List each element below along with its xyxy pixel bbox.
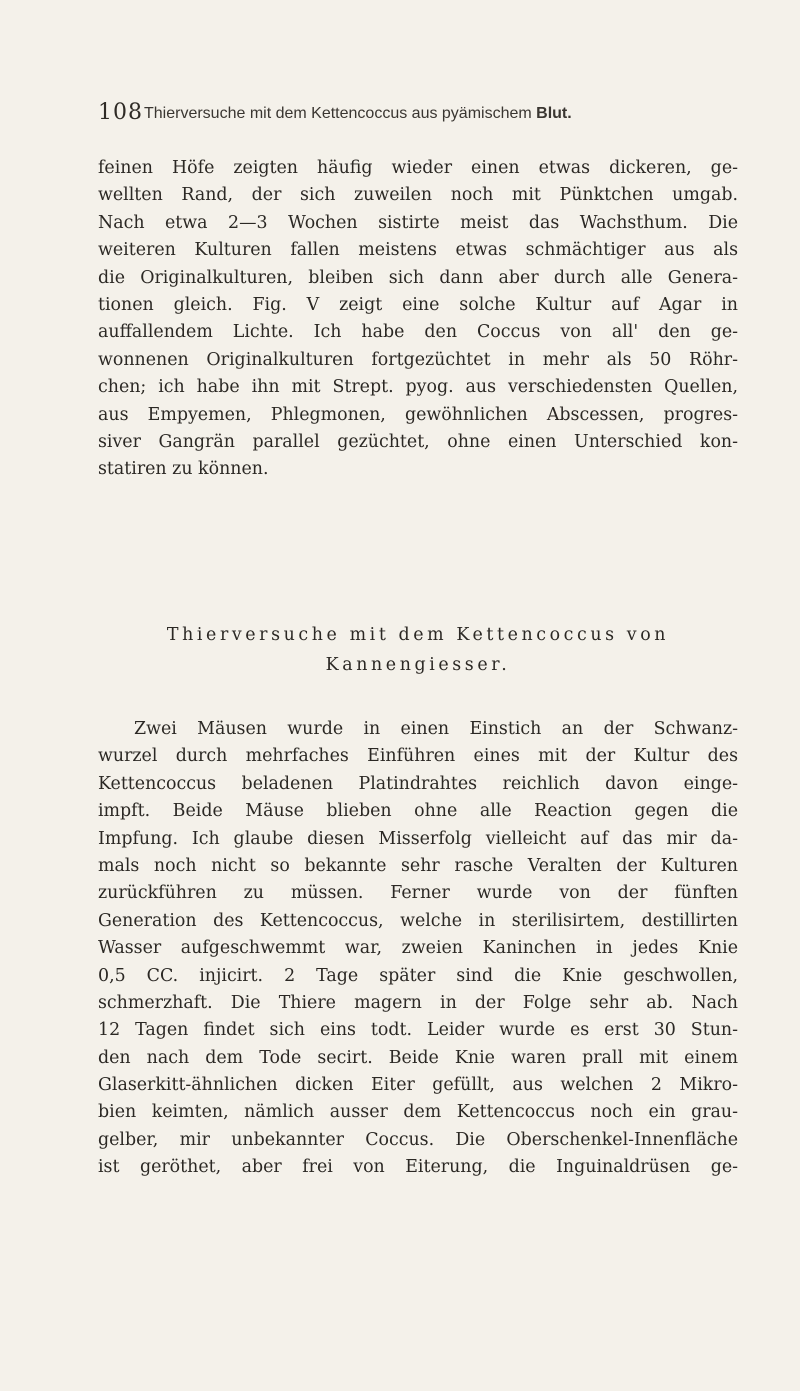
- text-line: chen; ich habe ihn mit Strept. pyog. aus verschiedensten Quellen,: [98, 377, 738, 398]
- paragraph-2: [98, 716, 738, 1182]
- running-head-title: [144, 105, 572, 123]
- text-line: mals noch nicht so bekannte sehr rasche Veralten der Kulturen: [98, 855, 738, 876]
- text-line: Generation des Kettencoccus, welche in sterilisirtem, destillirten: [98, 910, 738, 931]
- text-line: Wasser aufgeschwemmt war, zweien Kaninchen in jedes Knie: [98, 938, 738, 959]
- text-line: zurückführen zu müssen. Ferner wurde von der fünften: [98, 883, 738, 904]
- text-line: bien keimten, nämlich ausser dem Kettencoccus noch ein grau-: [98, 1102, 738, 1123]
- text-line: feinen Höfe zeigten häufig wieder einen etwas dickeren, ge-: [98, 158, 738, 178]
- text-line: weiteren Kulturen fallen meistens etwas schmächtiger aus als: [98, 240, 738, 261]
- text-line: schmerzhaft. Die Thiere magern in der Folge sehr ab. Nach: [98, 992, 738, 1013]
- text-line: aus Empyemen, Phlegmonen, gewöhnlichen Abscessen, progres-: [98, 404, 738, 425]
- text-line: gelber, mir unbekannter Coccus. Die Oberschenkel-Innenfläche: [98, 1129, 738, 1150]
- text-line: statiren zu können.: [98, 459, 269, 480]
- running-head: [98, 96, 738, 136]
- running-head-title-bold: Blut.: [536, 105, 572, 122]
- text-line: Impfung. Ich glaube diesen Misserfolg vielleicht auf das mir da-: [98, 828, 738, 849]
- text-line: den nach dem Tode secirt. Beide Knie waren prall mit einem: [98, 1047, 738, 1068]
- text-line: Zwei Mäusen wurde in einen Einstich an der Schwanz-: [134, 719, 738, 739]
- section-heading-line: Thierversuche mit dem Kettencoccus von: [166, 625, 670, 645]
- text-line: impft. Beide Mäuse blieben ohne alle Reaction gegen die: [98, 801, 738, 822]
- text-line: wurzel durch mehrfaches Einführen eines mit der Kultur des: [98, 746, 738, 767]
- text-line: Nach etwa 2—3 Wochen sistirte meist das Wachsthum. Die: [98, 212, 738, 233]
- text-line: 12 Tagen findet sich eins todt. Leider wurde es erst 30 Stun-: [98, 1020, 738, 1041]
- text-line: Glaserkitt-ähnlichen dicken Eiter gefüllt, aus welchen 2 Mikro-: [98, 1075, 738, 1096]
- section-heading-line: Kannengiesser.: [325, 655, 511, 675]
- section-heading: [98, 620, 738, 680]
- text-line: wellten Rand, der sich zuweilen noch mit Pünktchen umgab.: [98, 185, 738, 206]
- text-line: Kettencoccus beladenen Platindrahtes reichlich davon einge-: [98, 773, 738, 794]
- text-line: siver Gangrän parallel gezüchtet, ohne einen Unterschied kon-: [98, 431, 738, 452]
- paragraph-1: [98, 155, 738, 484]
- text-line: ist geröthet, aber frei von Eiterung, die Inguinaldrüsen ge-: [98, 1157, 738, 1178]
- text-line: die Originalkulturen, bleiben sich dann aber durch alle Genera-: [98, 267, 738, 288]
- running-head-title-text: Thierversuche mit dem Kettencoccus aus pyämischem: [144, 105, 537, 122]
- text-line: wonnenen Originalkulturen fortgezüchtet in mehr als 50 Röhr-: [98, 349, 738, 370]
- text-line: auffallendem Lichte. Ich habe den Coccus von all' den ge-: [98, 322, 738, 343]
- page-number: 108: [98, 100, 143, 125]
- text-line: 0,5 CC. injicirt. 2 Tage später sind die Knie geschwollen,: [98, 965, 738, 986]
- text-line: tionen gleich. Fig. V zeigt eine solche Kultur auf Agar in: [98, 294, 738, 315]
